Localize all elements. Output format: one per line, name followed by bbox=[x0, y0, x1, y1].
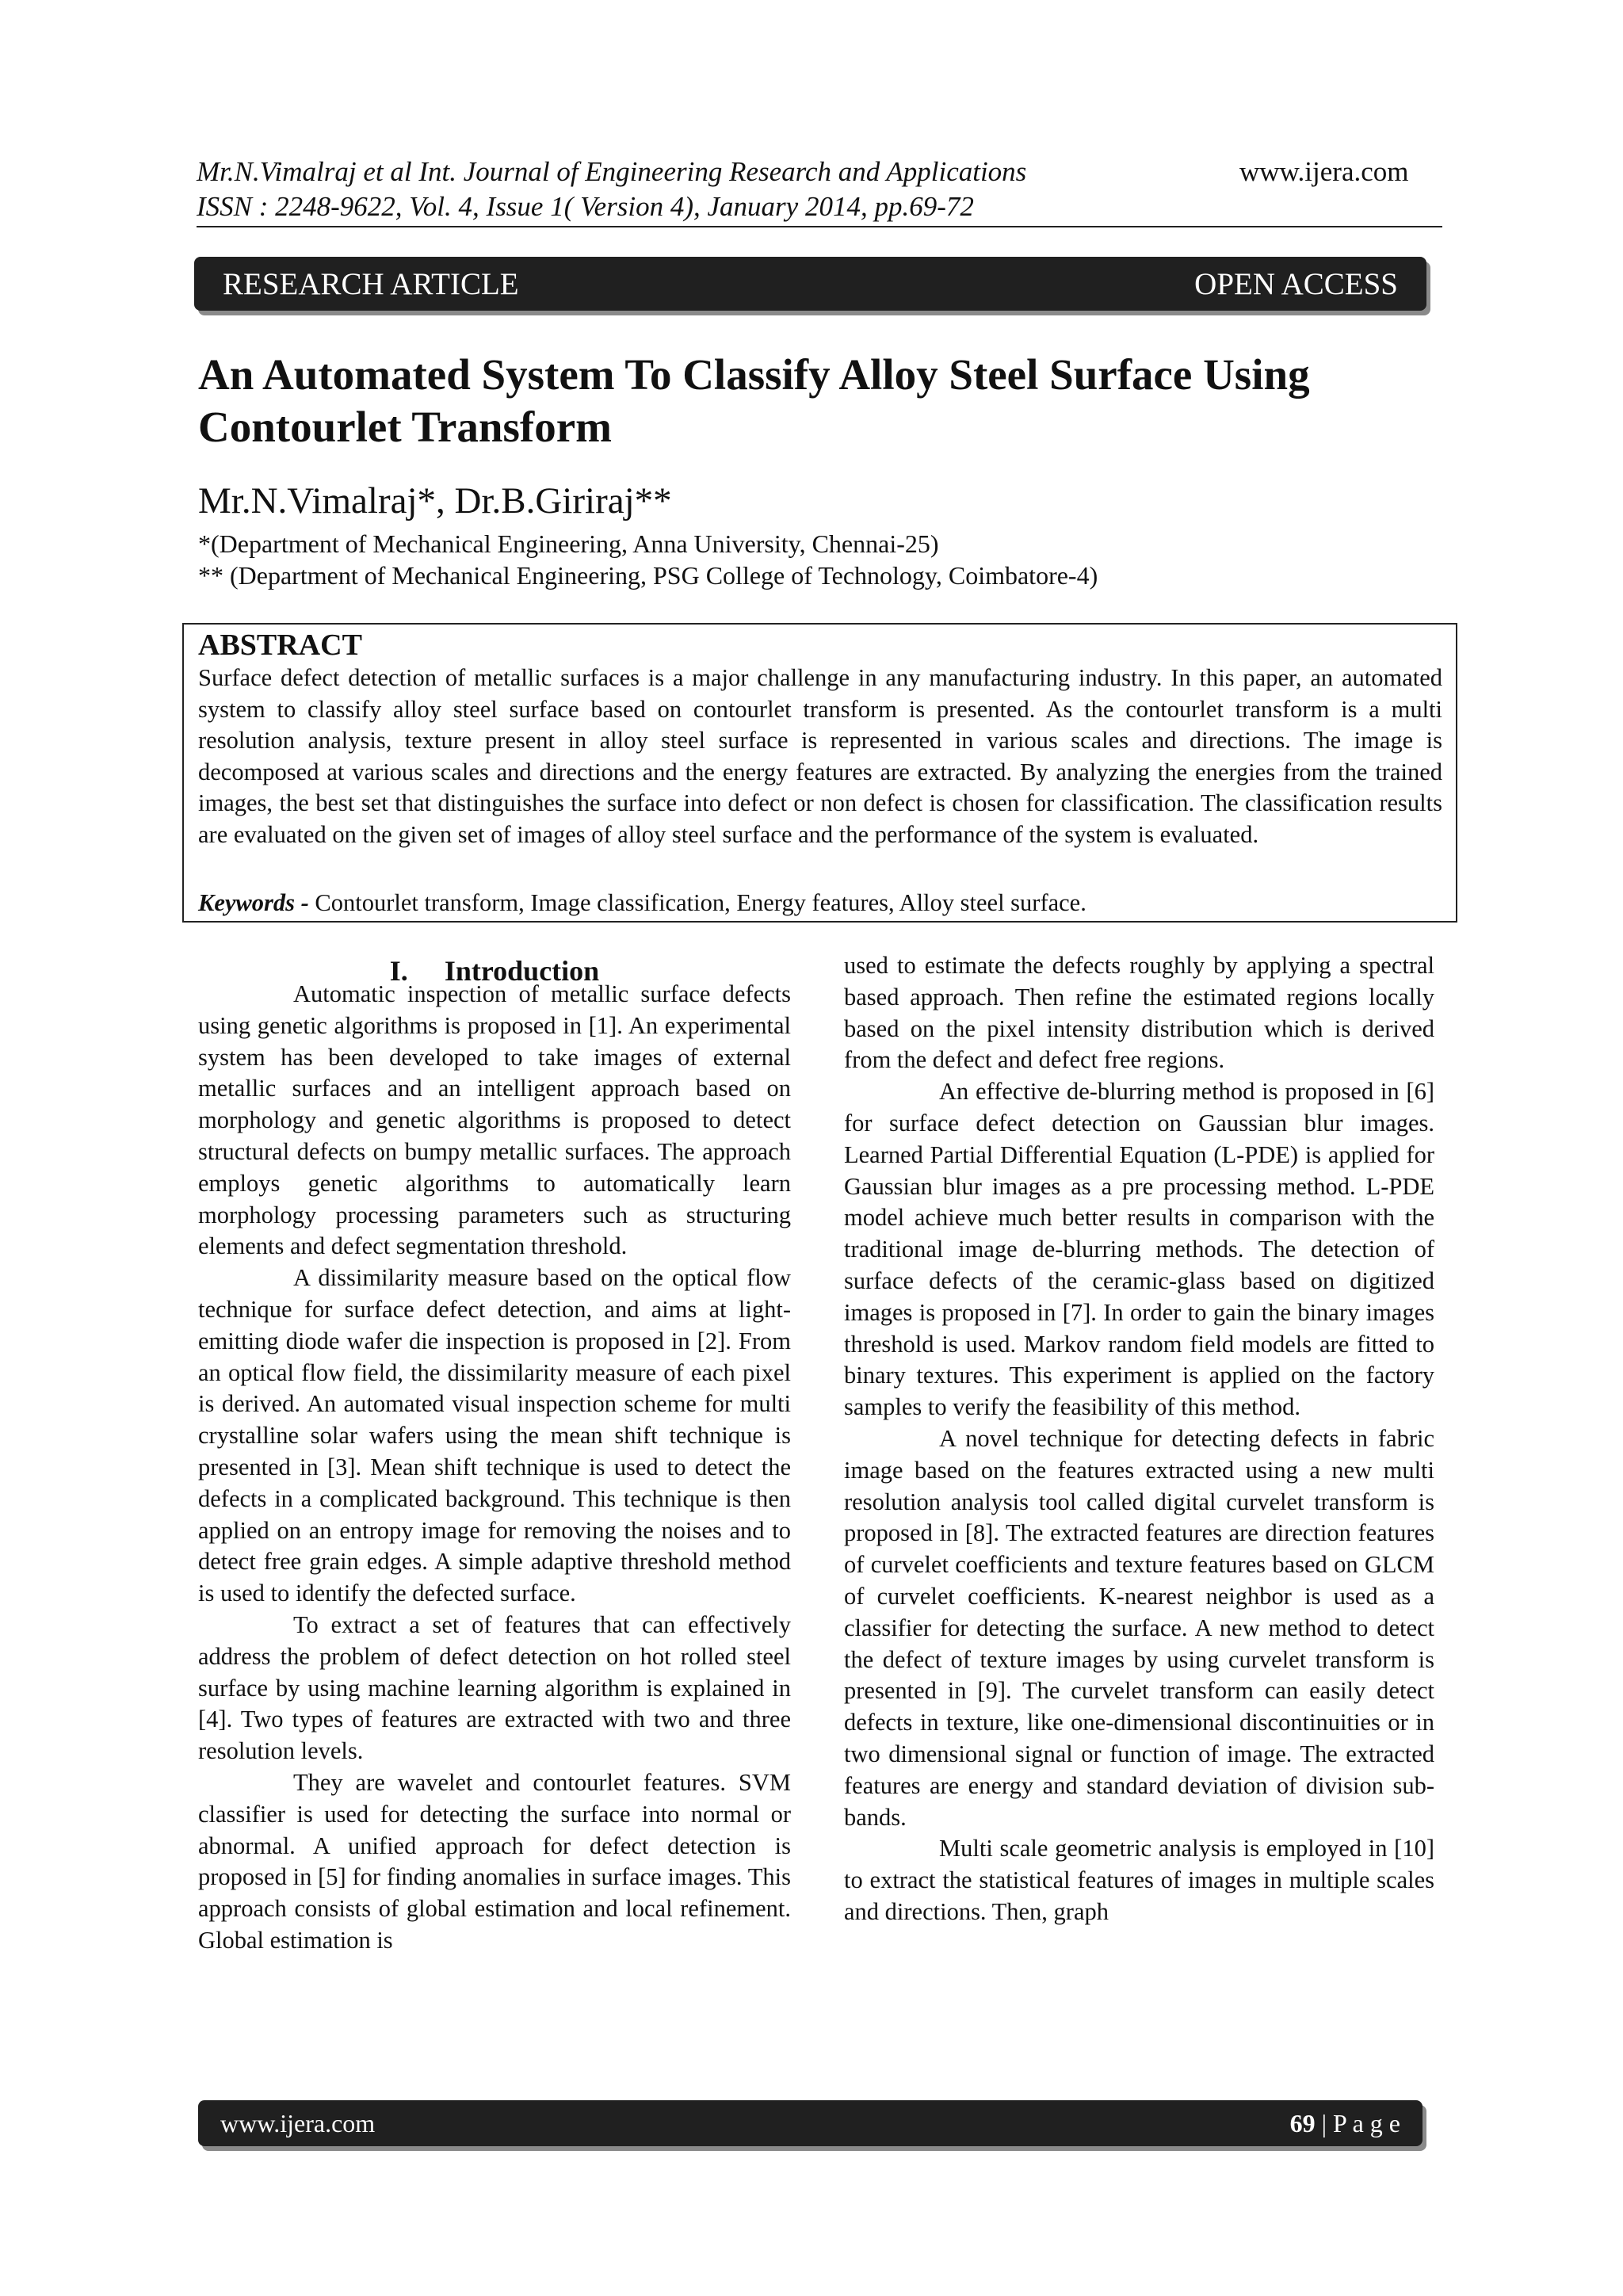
paragraph: An effective de-blurring method is proposed in [6] for surface defect detection on Gaussian blur images. Learned Partial Differential Equation (L-PDE) is applied for Gaussian blur images as a pre processing method. L-PDE model achieve much better results in comparison with the traditional image de-blurring methods. The detection of surface defects of the ceramic-glass based on digitized images is proposed in [7]. In order to gain the binary images threshold is used. Markov random field models are fitted to binary textures. This experiment is applied on the factory samples to verify the feasibility of this method. bbox=[844, 1078, 1434, 1421]
page-number-label bbox=[1290, 2109, 1400, 2138]
keywords-label: Keywords - bbox=[198, 889, 309, 916]
article-type-banner bbox=[194, 257, 1426, 311]
paragraph: To extract a set of features that can effectively address the problem of defect detection on hot rolled steel surface by using machine learning algorithm is explained in [4]. Two types of features are extracted with two and three resolution levels. bbox=[198, 1610, 791, 1765]
paragraph: A novel technique for detecting defects in fabric image based on the features extracted using a new multi resolution analysis tool called digital curvelet transform is proposed in [8]. The extracted features are direction features of curvelet coefficients and texture features based on GLCM of curvelet coefficients. K-nearest neighbor is used as a classifier for detecting the surface. A new method to detect the defect of texture images by using curvelet transform is presented in [9]. The curvelet transform can easily detect defects in texture, like one-dimensional discontinuities or in two dimensional signal or function of image. The extracted features are energy and standard deviation of division sub-bands. bbox=[844, 1424, 1434, 1831]
affiliation-2: ** (Department of Mechanical Engineering, PSG College of Technology, Coimbatore-4) bbox=[198, 561, 1098, 590]
paragraph: used to estimate the defects roughly by applying a spectral based approach. Then refine the estimated regions locally based on the pixel intensity distribution which is derived from the defect and defect free regions. bbox=[844, 952, 1434, 1074]
journal-header-line2: ISSN : 2248-9622, Vol. 4, Issue 1( Version 4), January 2014, pp.69-72 bbox=[197, 191, 974, 222]
title-line-1: An Automated System To Classify Alloy Steel Surface Using bbox=[198, 350, 1310, 399]
author-list: Mr.N.Vimalraj*, Dr.B.Giriraj** bbox=[198, 480, 672, 521]
abstract-text: Surface defect detection of metallic surfaces is a major challenge in any manufacturing industry. In this paper, an automated system to classify alloy steel surface based on contourlet transform is presented. As the contourlet transform is a multi resolution analysis, texture present in alloy steel surface is represented in various scales and directions. The image is decomposed at various scales and directions and the energy features are extracted. By analyzing the energies from the trained images, the best set that distinguishes the surface into defect or non defect is chosen for classification. The classification results are evaluated on the given set of images of alloy steel surface and the performance of the system is evaluated. bbox=[198, 664, 1442, 848]
page-number: 69 bbox=[1289, 2108, 1316, 2137]
header-rule bbox=[197, 226, 1442, 227]
paragraph: A dissimilarity measure based on the optical flow technique for surface defect detection, and aims at light-emitting diode wafer die inspection is proposed in [2]. From an optical flow field, the dissimilarity measure of each pixel is derived. An automated visual inspection scheme for multi crystalline solar wafers using the mean shift technique is presented in [3]. Mean shift technique is used to detect the defects in a complicated background. This technique is then applied on an entropy image for removing the noises and to detect free grain edges. A simple adaptive threshold method is used to identify the defected surface. bbox=[198, 1264, 791, 1607]
right-column bbox=[844, 950, 1434, 1928]
keywords-list: Contourlet transform, Image classification, Energy features, Alloy steel surface. bbox=[308, 889, 1086, 916]
section-number: I. bbox=[389, 955, 408, 987]
journal-header-line1: Mr.N.Vimalraj et al Int. Journal of Engineering Research and Applications bbox=[197, 156, 1027, 187]
left-column bbox=[198, 979, 791, 1957]
header-url[interactable]: www.ijera.com bbox=[1239, 156, 1409, 187]
page-footer bbox=[198, 2100, 1423, 2146]
paper-title bbox=[198, 349, 1466, 453]
affiliation-1: *(Department of Mechanical Engineering, Anna University, Chennai-25) bbox=[198, 529, 939, 558]
paragraph: They are wavelet and contourlet features. SVM classifier is used for detecting the surface into normal or abnormal. A unified approach for defect detection is proposed in [5] for finding anomalies in surface images. This approach consists of global estimation and local refinement. Global estimation is bbox=[198, 1768, 791, 1954]
open-access-label: OPEN ACCESS bbox=[1194, 266, 1398, 301]
title-line-2: Contourlet Transform bbox=[198, 403, 612, 451]
page-text: | P a g e bbox=[1315, 2108, 1400, 2137]
paragraph: Automatic inspection of metallic surface defects using genetic algorithms is proposed in [1]. An experimental system has been developed to take images of external metallic surfaces and an intelligent approach based on morphology and genetic algorithms is proposed to detect structural defects on bumpy metallic surfaces. The approach employs genetic algorithms to automatically learn morphology processing parameters such as structuring elements and defect segmentation threshold. bbox=[198, 980, 791, 1260]
footer-url[interactable]: www.ijera.com bbox=[220, 2108, 376, 2137]
keywords bbox=[198, 887, 1442, 919]
abstract-heading: ABSTRACT bbox=[198, 628, 362, 662]
section-title: Introduction bbox=[444, 955, 600, 987]
paragraph: Multi scale geometric analysis is employed in [10] to extract the statistical features of images in multiple scales and directions. Then, graph bbox=[844, 1835, 1434, 1925]
research-article-label: RESEARCH ARTICLE bbox=[223, 266, 519, 301]
